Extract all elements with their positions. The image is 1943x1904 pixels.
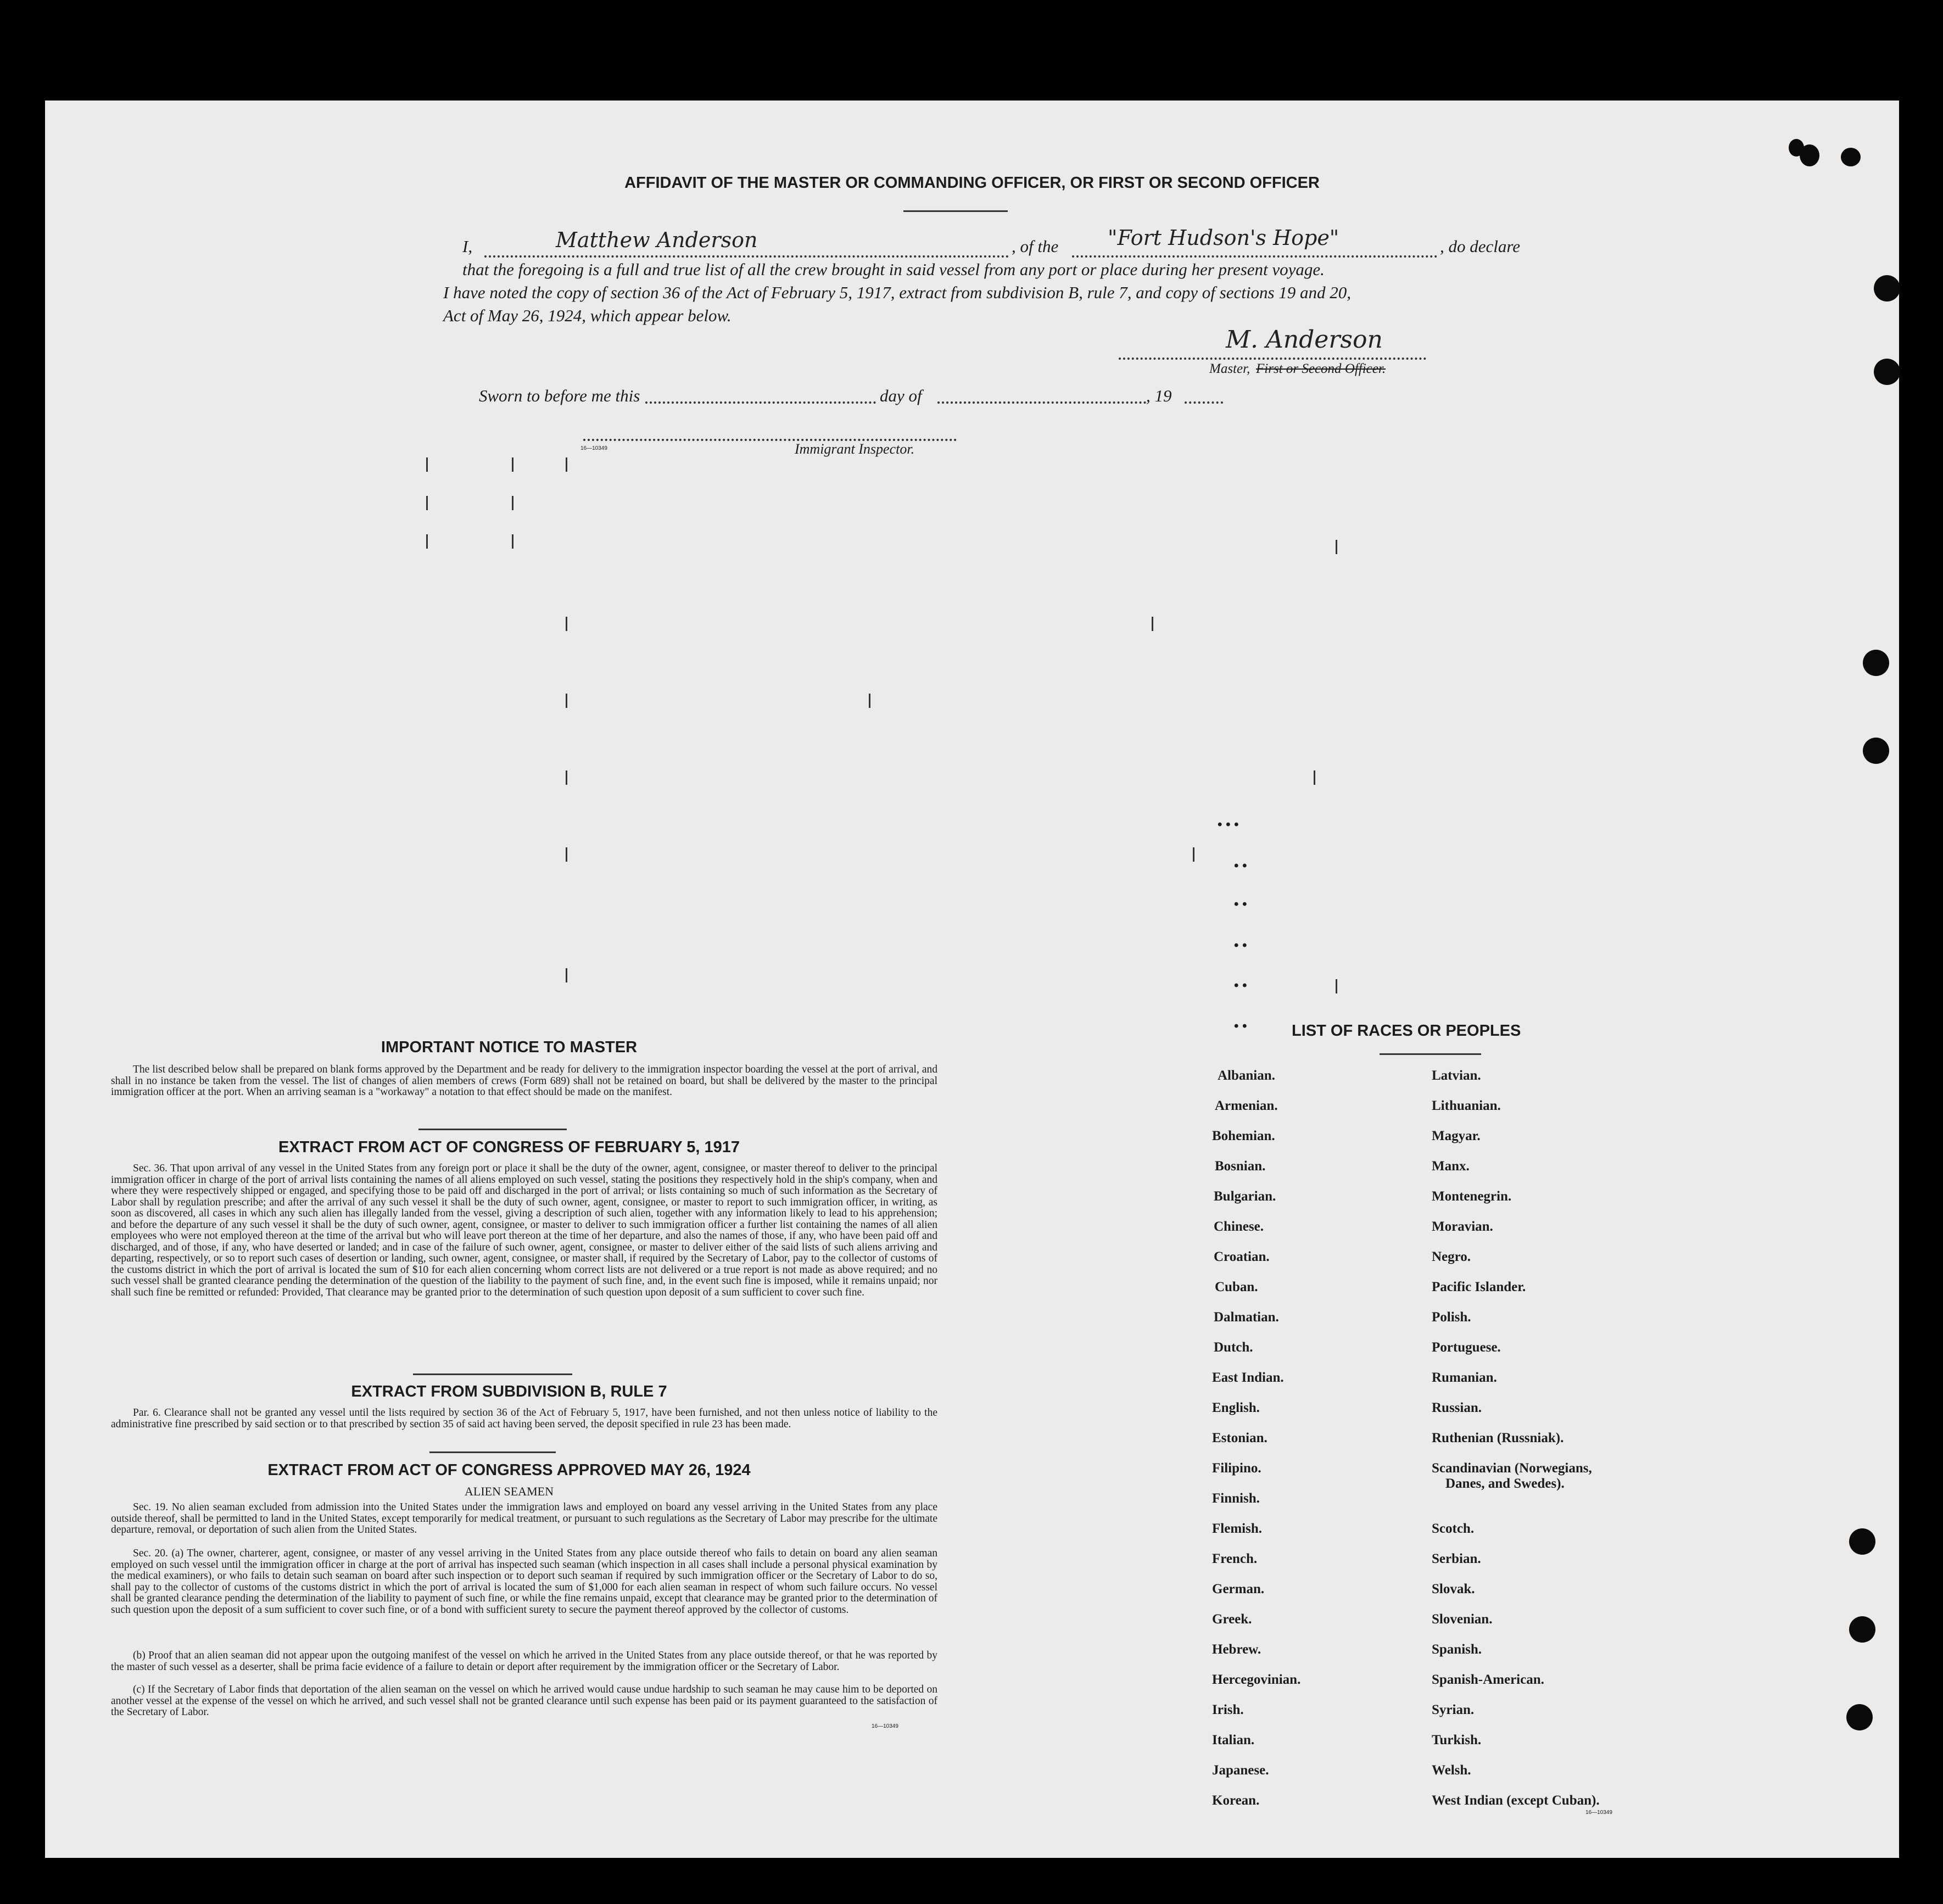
race-item: Greek. [1212, 1612, 1252, 1627]
notice-body: The list described below shall be prepared on blank forms approved by the Department and be ready for delivery to the immigration inspector boarding the vessel at the port of arrival, and shall in no instance be taken from the vessel. The list of changes of alien members of crews (Form 689) shall not be retained on board, but shall be delivered by the master to the principal immigration officer at the port. When an arriving seaman is a "workaway" a notation to that effect should be made on the manifest. [111, 1064, 937, 1098]
role-master: Master, [1209, 361, 1250, 376]
affidavit-line2: that the foregoing is a full and true list of all the crew brought in said vessel from any port or place during her present voyage. [462, 260, 1325, 279]
bleed-dots: • • [1234, 897, 1247, 912]
bleed-mark [566, 457, 567, 472]
race-item: Hebrew. [1212, 1642, 1261, 1657]
race-item: Flemish. [1212, 1521, 1262, 1536]
race-item: Danes, and Swedes). [1445, 1476, 1565, 1491]
binder-hole [1789, 139, 1804, 157]
race-item: Syrian. [1432, 1702, 1475, 1717]
of-the-label: , of the [1012, 237, 1059, 256]
bleed-dots: • • • [1218, 817, 1239, 832]
race-item: Moravian. [1432, 1219, 1493, 1234]
race-item: Ruthenian (Russniak). [1432, 1431, 1564, 1445]
race-item: Polish. [1432, 1310, 1471, 1325]
race-item: Filipino. [1212, 1461, 1261, 1476]
race-item: English. [1212, 1400, 1260, 1415]
race-item: Italian. [1212, 1733, 1255, 1747]
race-item: Bohemian. [1212, 1129, 1275, 1143]
race-item: Negro. [1432, 1249, 1471, 1264]
bleed-mark [512, 534, 513, 549]
bleed-mark [566, 770, 567, 785]
race-item: Finnish. [1212, 1491, 1260, 1506]
extract-1924-title: EXTRACT FROM ACT OF CONGRESS APPROVED MAY 26, 1924 [267, 1461, 751, 1479]
race-item: Spanish-American. [1432, 1672, 1544, 1687]
bleed-dots: • • [1234, 938, 1247, 953]
race-item: Bulgarian. [1214, 1189, 1276, 1204]
race-item: Latvian. [1432, 1068, 1481, 1083]
race-item: Welsh. [1432, 1763, 1471, 1778]
bleed-mark [426, 457, 428, 472]
notice-rule [418, 1129, 567, 1130]
extract-1924-form-number: 16—10349 [872, 1723, 898, 1729]
inspector-label: Immigrant Inspector. [795, 441, 915, 457]
extract-1924-sec20c: (c) If the Secretary of Labor finds that deportation of the alien seaman on the vessel on which he arrived would cause undue hardship to such seaman he may cause him to be deported on another vessel at the expense of the vessel on which he arrived, and such vessel shall not be granted clearance until such expense has been paid or its payment guaranteed to the satisfaction of the Secretary of Labor. [111, 1684, 937, 1718]
race-item: Rumanian. [1432, 1370, 1497, 1385]
races-title: LIST OF RACES OR PEOPLES [1292, 1022, 1521, 1040]
do-declare-label: , do declare [1440, 237, 1521, 256]
race-item: Hercegovinian. [1212, 1672, 1301, 1687]
affidavit-line3: I have noted the copy of section 36 of the Act of February 5, 1917, extract from subdivision B, rule 7, and copy of sections 19 and 20, [443, 283, 1352, 302]
race-item: Bosnian. [1215, 1159, 1266, 1174]
bleed-mark [566, 847, 567, 862]
day-of-label: day of [880, 386, 922, 405]
binder-hole [1841, 148, 1861, 166]
bleed-mark [566, 694, 567, 708]
race-item: Estonian. [1212, 1431, 1268, 1445]
race-item: Montenegrin. [1432, 1189, 1512, 1204]
race-item: Cuban. [1215, 1280, 1258, 1294]
race-item: Manx. [1432, 1159, 1470, 1174]
document-page [45, 100, 1899, 1858]
notice-title: IMPORTANT NOTICE TO MASTER [381, 1038, 638, 1056]
binder-hole [1863, 650, 1889, 676]
vessel-name-line [1072, 255, 1437, 258]
race-item: Portuguese. [1432, 1340, 1501, 1355]
sworn-year-line [1185, 401, 1223, 404]
bleed-mark [566, 968, 567, 982]
extract-1917-title: EXTRACT FROM ACT OF CONGRESS OF FEBRUARY 5, 1917 [278, 1138, 740, 1156]
extract-1924-subtitle: ALIEN SEAMEN [465, 1484, 554, 1498]
extract-1917-rule [413, 1373, 572, 1375]
race-item: Scotch. [1432, 1521, 1475, 1536]
rule7-title: EXTRACT FROM SUBDIVISION B, RULE 7 [351, 1383, 667, 1400]
race-item: Slovak. [1432, 1582, 1475, 1596]
race-item: German. [1212, 1582, 1265, 1596]
master-signature[interactable]: M. Anderson [1226, 326, 1383, 354]
race-item: Dutch. [1214, 1340, 1253, 1355]
race-item: Croatian. [1214, 1249, 1270, 1264]
affidavit-line4: Act of May 26, 1924, which appear below. [443, 306, 732, 325]
officer-name-line [484, 255, 1009, 258]
vessel-name[interactable]: "Fort Hudson's Hope" [1108, 226, 1339, 250]
bleed-mark [1193, 847, 1194, 862]
bleed-dots: • • [1234, 978, 1247, 993]
role-struck: First or Second Officer. [1256, 361, 1386, 376]
sworn-month-line [937, 401, 1146, 404]
bleed-mark [512, 457, 513, 472]
extract-1924-sec20a: Sec. 20. (a) The owner, charterer, agent, consignee, or master of any vessel arriving in the United States from any place outside thereof who fails to detain on board any alien seaman employed on such vessel until the immigration officer in charge at the port of arrival has inspected such seaman (which inspection in all cases shall include a personal physical examination by the medical examiners), or who fails to detain such seaman on board after such inspection or to deport such seaman if required by such immigration officer or the Secretary of Labor to do so, shall pay to the collector of customs of the customs district in which the port of arrival is located the sum of $1,000 for each alien seaman in respect of whom such failure occurs. No vessel shall be granted clearance pending the determination of the liability to payment of such fine, or while the fine remains unpaid, except that clearance may be granted prior to the determination of such question upon the deposit of a sum sufficient to cover such fine, or of a bond with sufficient surety to secure the payment thereof approved by the collector of customs. [111, 1548, 937, 1616]
affidavit-title: AFFIDAVIT OF THE MASTER OR COMMANDING OFFICER, OR FIRST OR SECOND OFFICER [624, 174, 1320, 192]
rule7-rule [429, 1451, 556, 1453]
bleed-mark [512, 496, 513, 510]
race-item: Pacific Islander. [1432, 1280, 1526, 1294]
binder-hole [1874, 359, 1900, 385]
race-item: Turkish. [1432, 1733, 1482, 1747]
races-rule [1380, 1053, 1481, 1055]
races-form-number: 16—10349 [1585, 1810, 1612, 1816]
binder-hole [1874, 275, 1900, 301]
race-item: Russian. [1432, 1400, 1482, 1415]
sworn-day-line [645, 401, 876, 404]
race-item: East Indian. [1212, 1370, 1284, 1385]
binder-hole [1849, 1616, 1875, 1643]
race-item: Spanish. [1432, 1642, 1482, 1657]
race-item: Dalmatian. [1214, 1310, 1279, 1325]
race-item: Lithuanian. [1432, 1098, 1501, 1113]
extract-1924-sec20b: (b) Proof that an alien seaman did not appear upon the outgoing manifest of the vessel on which he arrived in the United States from any place outside thereof, or that he was reported by the master of such vessel as a deserter, shall be prima facie evidence of a failure to detain or deport after requirement by the immigration officer or the Secretary of Labor. [111, 1650, 937, 1673]
bleed-mark [869, 694, 870, 708]
race-item: Korean. [1212, 1793, 1260, 1808]
race-item: Slovenian. [1432, 1612, 1493, 1627]
race-item: Armenian. [1215, 1098, 1278, 1113]
officer-name[interactable]: Matthew Anderson [556, 228, 758, 252]
binder-hole [1863, 738, 1889, 764]
race-item: Albanian. [1218, 1068, 1275, 1083]
race-item: Japanese. [1212, 1763, 1269, 1778]
race-item: Serbian. [1432, 1551, 1481, 1566]
binder-hole [1846, 1704, 1873, 1730]
race-item: Chinese. [1214, 1219, 1264, 1234]
race-item: Scandinavian (Norwegians, [1432, 1461, 1592, 1476]
bleed-dots: • • [1234, 1019, 1247, 1034]
bleed-mark [1314, 770, 1315, 785]
inspector-form-number: 16—10349 [580, 445, 607, 451]
race-item: Magyar. [1432, 1129, 1481, 1143]
bleed-mark [1336, 540, 1337, 554]
signature-line [1119, 358, 1426, 360]
extract-1917-body: Sec. 36. That upon arrival of any vessel in the United States from any foreign port or place it shall be the duty of the owner, agent, consignee, or master thereof to deliver to the principal immigration officer in charge of the port of arrival lists containing the names of all aliens employed on such vessel, stating the positions they respectively hold in the ship's company, when and where they were respectively shipped or engaged, and specifying those to be paid off and discharged in the port of arrival; or lists containing so much of such information as the Secretary of Labor shall by regulation prescribe; and after the arrival of any such vessel it shall be the duty of such owner, agent, consignee, or master to report to such immigration officer, in writing, as soon as discovered, all cases in which any such alien has illegally landed from the vessel, giving a description of such alien, together with any information likely to lead to his apprehension; and before the departure of any such vessel it shall be the duty of such owner, agent, consignee, or master to deliver to such immigration officer a further list containing the names of all alien employees who were not employed thereon at the time of the arrival but who will leave port thereon at the time of her departure, and also the names of those, if any, who have been paid off and discharged, and of those, if any, who have deserted or landed; and in case of the failure of such owner, agent, consignee, or master to deliver either of the said lists of such aliens arriving and departing, respectively, or so to report such cases of desertion or landing, such owner, agent, consignee, or master shall, if required by the Secretary of Labor, pay to the collector of customs of the customs district in which the port of arrival is located the sum of $10 for each alien concerning whom correct lists are not delivered or a true report is not made as above required; and no such vessel shall be granted clearance pending the determination of the question of the liability to the payment of such fine, and, in the event such fine is imposed, while it remains unpaid; nor shall such fine be remitted or refunded: Provided, That clearance may be granted prior to the determination of such question upon deposit of a sum sufficient to cover such fine. [111, 1163, 937, 1298]
sworn-label: Sworn to before me this [479, 386, 640, 405]
affidavit-i: I, [462, 237, 473, 256]
year-label: , 19 [1146, 386, 1172, 405]
bleed-mark [1336, 979, 1337, 993]
rule7-body: Par. 6. Clearance shall not be granted any vessel until the lists required by section 36 of the Act of February 5, 1917, have been furnished, and not then unless notice of liability to the administrative fine prescribed by said section or to that prescribed by section 35 of said act having been served, the deposit specified in rule 23 has been made. [111, 1407, 937, 1430]
race-item: West Indian (except Cuban). [1432, 1793, 1600, 1808]
race-item: Irish. [1212, 1702, 1244, 1717]
bleed-mark [1152, 617, 1153, 631]
bleed-mark [566, 617, 567, 631]
extract-1924-sec19: Sec. 19. No alien seaman excluded from admission into the United States under the immigration laws and employed on board any vessel arriving in the United States from any place outside thereof, shall be permitted to land in the United States, except temporarily for medical treatment, or pursuant to such regulations as the Secretary of Labor may prescribe for the ultimate departure, removal, or deportation of such alien from the United States. [111, 1501, 937, 1536]
race-item: French. [1212, 1551, 1258, 1566]
bleed-dots: • • [1234, 858, 1247, 873]
title-rule [903, 210, 1008, 212]
binder-hole [1849, 1528, 1875, 1555]
bleed-mark [426, 534, 428, 549]
bleed-mark [426, 496, 428, 510]
